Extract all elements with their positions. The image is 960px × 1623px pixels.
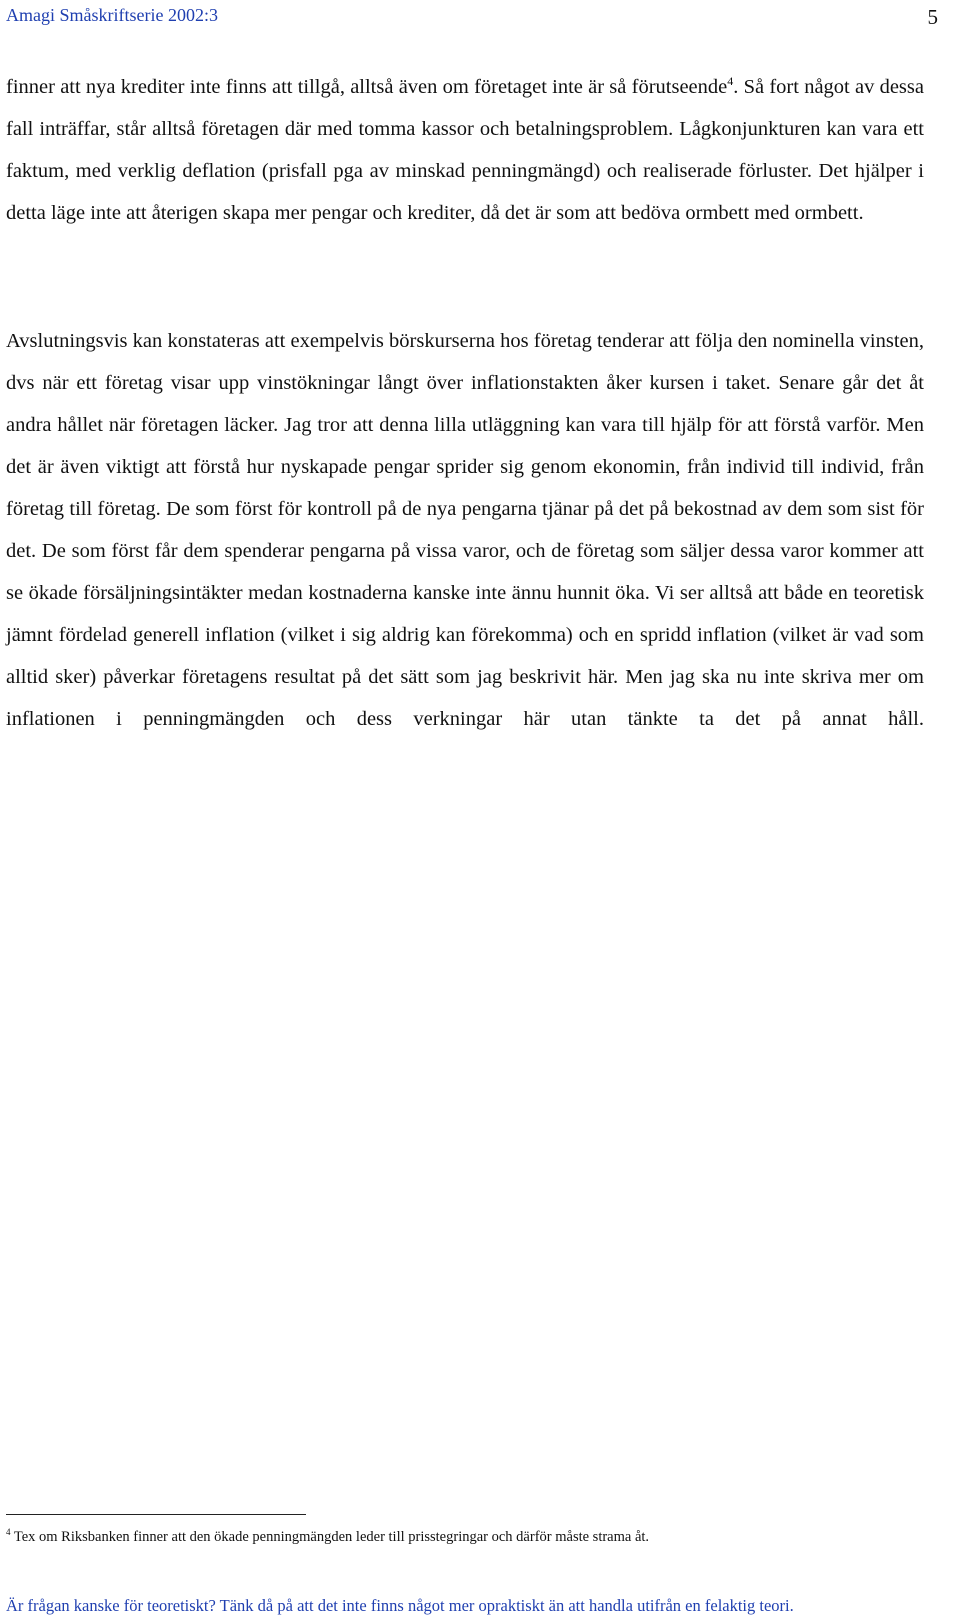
- paragraph-1-start: finner att nya krediter inte finns att tillgå, alltså även om företaget inte är så förutseende: [6, 76, 728, 98]
- paragraph-2: Avslutningsvis kan konstateras att exempelvis börskurserna hos företag tenderar att följa den nominella vinsten, dvs när ett företag visar upp vinstökningar långt över inflationstakten åker kursen i taket. Senare går det åt andra hållet när företagen läcker. Jag tror att denna lilla utläggning kan vara till hjälp för att förstå varför. Men det är även viktigt att förstå hur nyskapade pengar sprider sig genom ekonomin, från individ till individ, från företag till företag. De som först för kontroll på de nya pengarna tjänar på det på bekostnad av dem som sist för det. De som först får dem spenderar pengarna på vissa varor, och de företag som säljer dessa varor kommer att se ökade försäljningsintäkter medan kostnaderna kanske inte ännu hunnit öka. Vi ser alltså att både en teoretisk jämnt fördelad generell inflation (vilket i sig aldrig kan förekomma) och en spridd inflation (vilket är vad som alltid sker) påverkar företagens resultat på det sätt som jag beskrivit här. Men jag ska nu inte skriva mer om inflationen i penningmängden och dess verkningar här utan tänkte ta det på annat håll.: [6, 330, 924, 730]
- paragraph-1: [6, 66, 924, 234]
- footnote-text: Tex om Riksbanken finner att den ökade penningmängden leder till prisstegringar och därför måste strama åt.: [10, 1529, 650, 1545]
- series-title: Amagi Småskriftserie 2002:3: [6, 5, 218, 25]
- footnote-reference[interactable]: 4: [727, 74, 734, 89]
- page-number: 5: [927, 5, 938, 29]
- page-footer: Är frågan kanske för teoretiskt? Tänk då på att det inte finns något mer opraktiskt än att handla utifrån en felaktig teori.: [6, 1596, 794, 1615]
- footnote-divider: [6, 1514, 306, 1515]
- footnote-number: 4: [6, 1527, 11, 1538]
- paragraph-1-rest: . Så fort något av dessa fall inträffar, står alltså företagen där med tomma kassor och betalningsproblem. Lågkonjunkturen kan vara ett faktum, med verklig deflation (prisfall pga av minskad penningmängd) och realiserade förluster. Det hjälper i detta läge inte att återigen skapa mer pengar och krediter, då det är som att bedöva ormbett med ormbett.: [6, 76, 924, 224]
- footnote: [6, 1529, 649, 1546]
